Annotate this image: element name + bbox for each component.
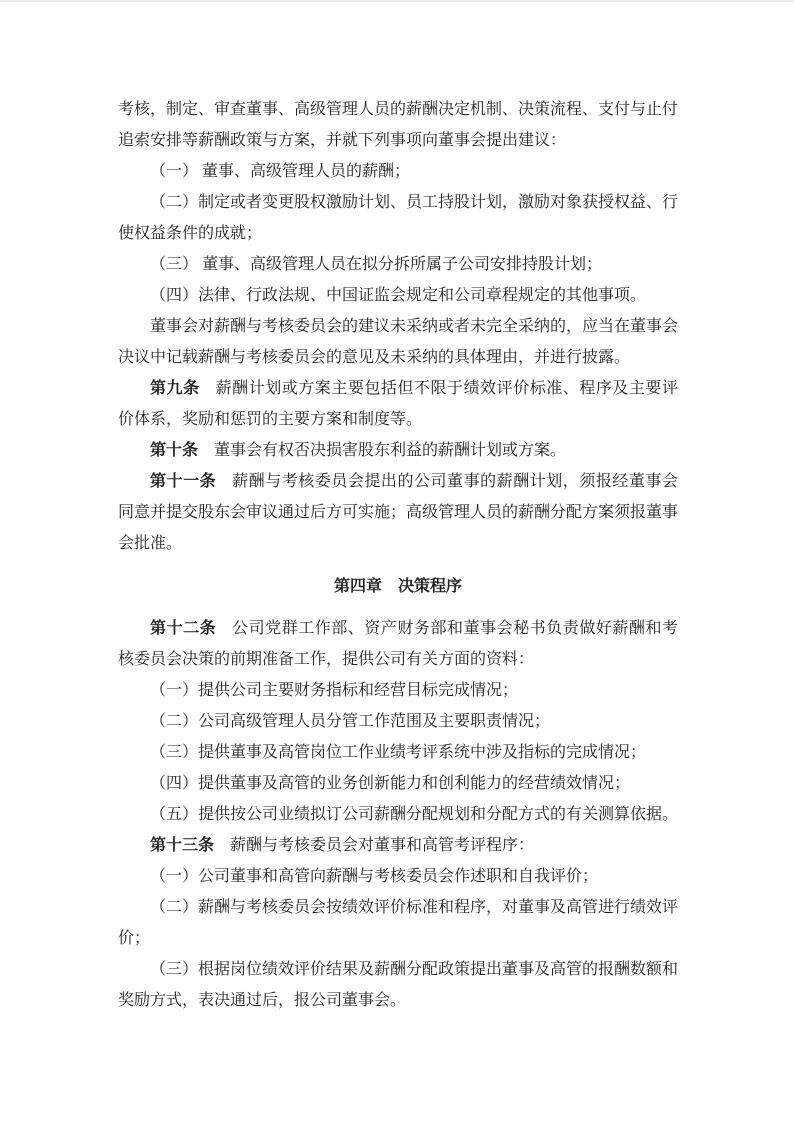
paragraph-continuation: 考核，制定、审查董事、高级管理人员的薪酬决定机制、决策流程、支付与止付追索安排等薪酬政策与方案，并就下列事项向董事会提出建议： bbox=[118, 101, 679, 149]
list-item: （二）薪酬与考核委员会按绩效评价标准和程序，对董事及高管进行绩效评价； bbox=[118, 899, 679, 947]
list-item: （一）提供公司主要财务指标和经营目标完成情况； bbox=[150, 682, 519, 699]
article-11-number: 第十一条 bbox=[150, 473, 217, 490]
list-item: （二）制定或者变更股权激励计划、员工持股计划，激励对象获授权益、行使权益条件的成就； bbox=[118, 194, 679, 242]
list-item: （四）提供董事及高管的业务创新能力和创利能力的经营绩效情况； bbox=[150, 775, 631, 792]
article-10-number: 第十条 bbox=[150, 442, 199, 459]
list-item: （一） 董事、高级管理人员的薪酬； bbox=[150, 163, 411, 180]
article-11 bbox=[118, 466, 678, 559]
article-9 bbox=[118, 373, 678, 435]
article-12-text: 公司党群工作部、资产财务部和董事会秘书负责做好薪酬和考核委员会决策的前期准备工作，提供公司有关方面的资料： bbox=[118, 620, 678, 668]
article-10-text: 董事会有权否决损害股东利益的薪酬计划或方案。 bbox=[214, 442, 567, 459]
article-10 bbox=[118, 435, 678, 466]
article-12 bbox=[118, 613, 678, 675]
article-13 bbox=[118, 830, 678, 861]
list-item: （一）公司董事和高管向薪酬与考核委员会作述职和自我评价； bbox=[150, 868, 599, 885]
article-9-text: 薪酬计划或方案主要包括但不限于绩效评价标准、程序及主要评价体系，奖励和惩罚的主要方案和制度等。 bbox=[118, 380, 678, 428]
list-item: （二）公司高级管理人员分管工作范围及主要职责情况； bbox=[150, 713, 551, 730]
list-item: （三） 董事、高级管理人员在拟分拆所属子公司安排持股计划； bbox=[150, 256, 603, 273]
list-item: （三）根据岗位绩效评价结果及薪酬分配政策提出董事及高管的报酬数额和奖励方式，表决通过后，报公司董事会。 bbox=[118, 961, 679, 1009]
chapter-heading: 第四章 决策程序 bbox=[333, 578, 462, 595]
paragraph-body: 董事会对薪酬与考核委员会的建议未采纳或者未完全采纳的，应当在董事会决议中记载薪酬与考核委员会的意见及未采纳的具体理由，并进行披露。 bbox=[118, 318, 679, 366]
list-item: （三）提供董事及高管岗位工作业绩考评系统中涉及指标的完成情况； bbox=[150, 744, 647, 761]
article-13-number: 第十三条 bbox=[150, 837, 215, 854]
article-12-number: 第十二条 bbox=[150, 620, 217, 637]
list-item: （四）法律、行政法规、中国证监会规定和公司章程规定的其他事项。 bbox=[150, 287, 647, 304]
article-9-number: 第九条 bbox=[150, 380, 200, 397]
article-13-text: 薪酬与考核委员会对董事和高管考评程序： bbox=[230, 837, 535, 854]
list-item: （五）提供按公司业绩拟订公司薪酬分配规划和分配方式的有关测算依据。 bbox=[150, 806, 679, 823]
article-11-text: 薪酬与考核委员会提出的公司董事的薪酬计划，须报经董事会同意并提交股东会审议通过后方可实施；高级管理人员的薪酬分配方案须报董事会批准。 bbox=[118, 473, 679, 552]
